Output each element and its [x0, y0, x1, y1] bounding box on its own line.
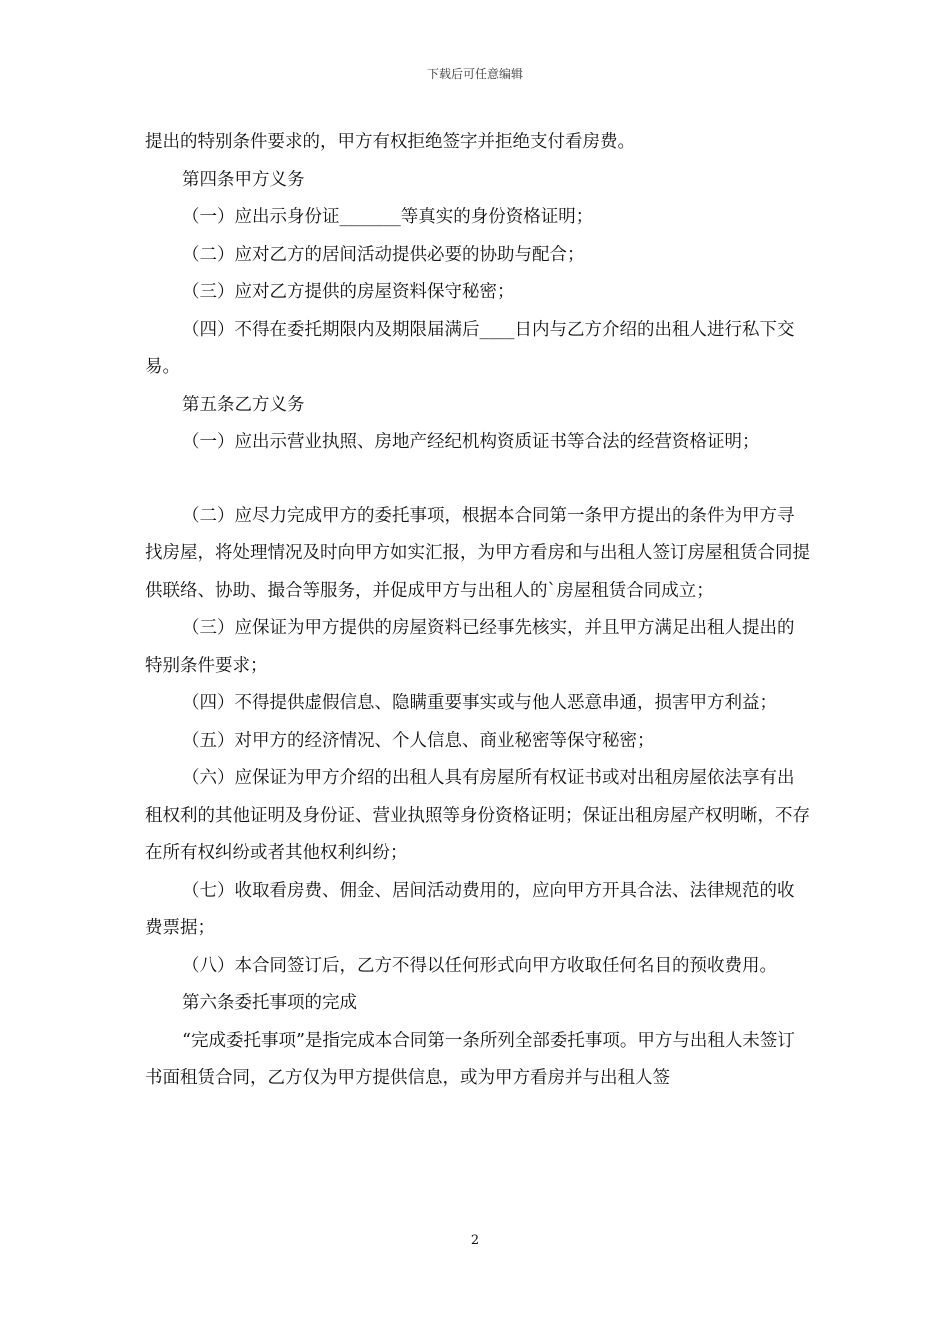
article-5-item-6: （六）应保证为甲方介绍的出租人具有房屋所有权证书或对出租房屋依法享有出租权利的其他证明及身份证、营业执照等身份资格证明；保证出租房屋产权明晰，不存在所有权纠纷或者其他权利纠纷； [145, 768, 810, 863]
article-4-item-2: （二）应对乙方的居间活动提供必要的协助与配合； [182, 244, 585, 265]
article-5-item-3: （三）应保证为甲方提供的房屋资料已经事先核实，并且甲方满足出租人提出的特别条件要求； [145, 618, 795, 676]
article-5-item-4: （四）不得提供虚假信息、隐瞒重要事实或与他人恶意串通，损害甲方利益； [182, 693, 777, 713]
article-6-heading: 第六条委托事项的完成 [182, 993, 357, 1013]
article-5-item-2: （二）应尽力完成甲方的委托事项，根据本合同第一条甲方提出的条件为甲方寻找房屋，将处理情况及时向甲方如实汇报，为甲方看房和与出租人签订房屋租赁合同提供联络、协助、撮合等服务，并促成甲方与出租人的`房屋租赁合同成立； [145, 505, 810, 601]
document-body [145, 124, 810, 1098]
article-5-item-8: （八）本合同签订后，乙方不得以任何形式向甲方收取任何名目的预收费用。 [182, 955, 777, 976]
article-6-paragraph: “完成委托事项”是指完成本合同第一条所列全部委托事项。甲方与出租人未签订书面租赁合同，乙方仅为甲方提供信息，或为甲方看房并与出租人签 [145, 1030, 795, 1088]
article-4-item-1: （一）应出示身份证_______等真实的身份资格证明； [182, 207, 594, 227]
paragraph-continuation: 提出的特别条件要求的，甲方有权拒绝签字并拒绝支付看房费。 [145, 132, 635, 152]
article-5-item-5: （五）对甲方的经济情况、个人信息、商业秘密等保守秘密； [182, 730, 655, 751]
article-4-heading: 第四条甲方义务 [182, 169, 305, 190]
article-5-item-1: （一）应出示营业执照、房地产经纪机构资质证书等合法的经营资格证明； [182, 432, 760, 452]
page-number: 2 [470, 1233, 480, 1248]
blank-line [145, 462, 810, 498]
article-5-heading: 第五条乙方义务 [182, 394, 305, 415]
article-4-item-4: （四）不得在委托期限内及期限届满后____日内与乙方介绍的出租人进行私下交易。 [145, 319, 795, 377]
article-5-item-7: （七）收取看房费、佣金、居间活动费用的，应向甲方开具合法、法律规范的收费票据； [145, 880, 795, 938]
page-header: 下载后可任意编辑 [426, 67, 523, 81]
article-4-item-3: （三）应对乙方提供的房屋资料保守秘密； [182, 282, 515, 302]
